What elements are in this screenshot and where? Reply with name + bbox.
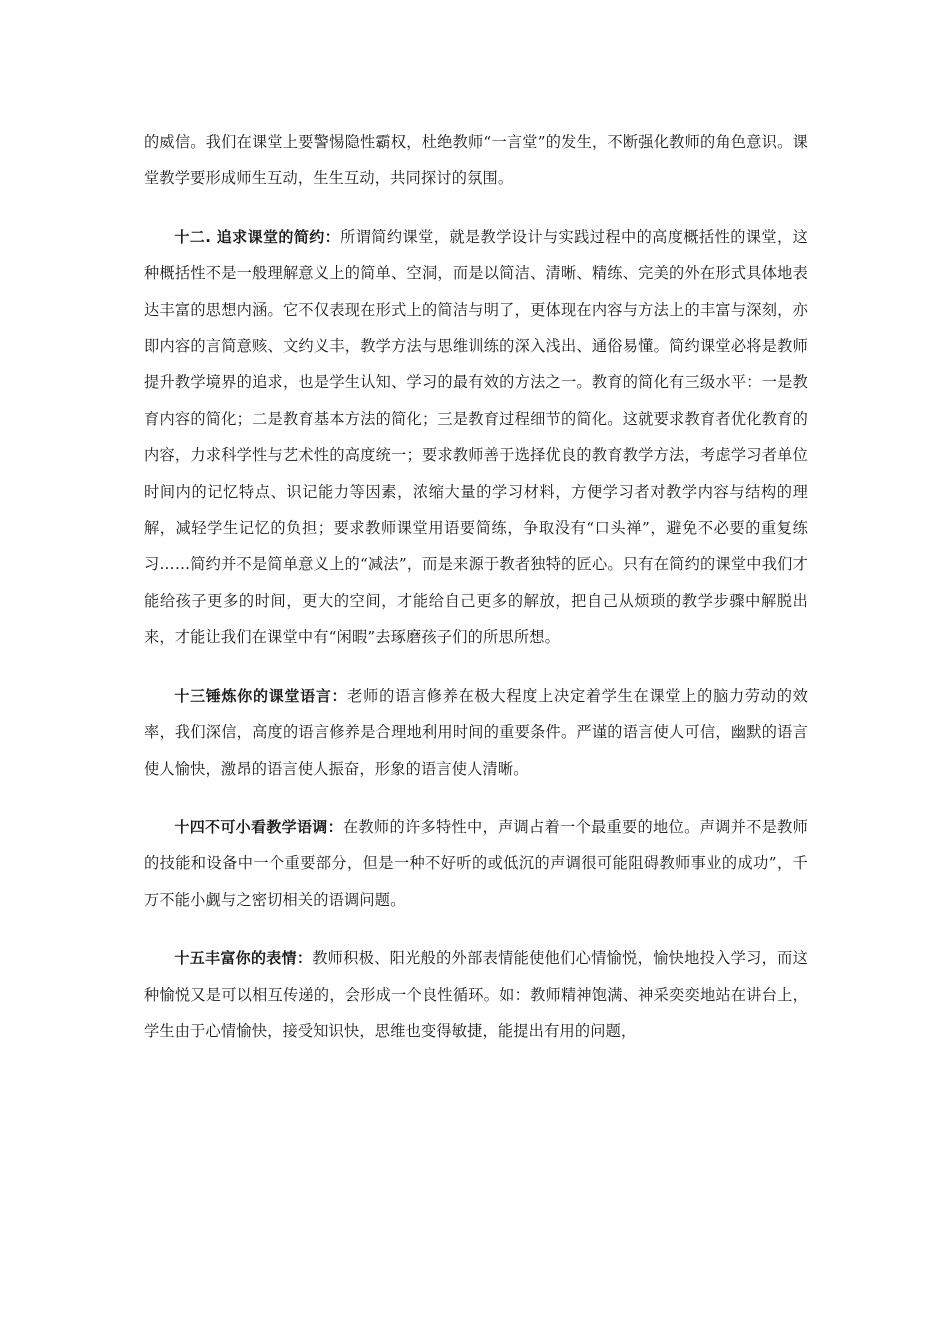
paragraph-body: 老师的语言修养在极大程度上决定着学生在课堂上的脑力劳动的效率，我们深信，高度的语言修养是合理地利用时间的重要条件。严谨的语言使人可信，幽默的语言使人愉快，激昂的语言使人振奋，形象的语言使人清晰。: [144, 686, 808, 778]
section-heading-15: 十五丰富你的表情：: [174, 949, 313, 968]
section-heading-12: 十二. 追求课堂的简约：: [174, 227, 341, 246]
paragraph-body: 教师积极、阳光般的外部表情能使他们心情愉悦，愉快地投入学习，而这种愉悦又是可以相互传递的，会形成一个良性循环。如：教师精神饱满、神采奕奕地站在讲台上，学生由于心情愉快，接受知识快，思维也变得敏捷，能提出有用的问题，: [144, 949, 808, 1040]
paragraph-body: 在教师的许多特性中，声调占着一个最重要的地位。声调并不是教师的技能和设备中一个重要部分，但是一种不好听的或低沉的声调很可能阻碍教师事业的成功”，千万不能小觑与之密切相关的语调问题。: [144, 817, 809, 909]
paragraph-body: 的威信。我们在课堂上要警惕隐性霸权，杜绝教师“一言堂”的发生，不断强化教师的角色意识。课堂教学要形成师生互动，生生互动，共同探讨的氛围。: [144, 133, 808, 188]
paragraph-expression: [144, 940, 808, 1049]
section-heading-13: 十三锤炼你的课堂语言：: [174, 686, 348, 705]
paragraph-simplicity: [144, 219, 808, 656]
paragraph-language: [144, 678, 808, 787]
section-heading-14: 十四不可小看教学语调：: [174, 817, 343, 836]
document-page: [144, 124, 808, 1071]
paragraph-body: 所谓简约课堂，就是教学设计与实践过程中的高度概括性的课堂，这种概括性不是一般理解意义上的简单、空洞，而是以简洁、清晰、精练、完美的外在形式具体地表达丰富的思想内涵。它不仅表现在形式上的简洁与明了，更体现在内容与方法上的丰富与深刻，亦即内容的言简意赅、文约义丰，教学方法与思维训练的深入浅出、通俗易懂。简约课堂必将是教师提升教学境界的追求，也是学生认知、学习的最有效的方法之一。教育的简化有三级水平：一是教育内容的简化；二是教育基本方法的简化；三是教育过程细节的简化。这就要求教育者优化教育的内容，力求科学性与艺术性的高度统一；要求教师善于选择优良的教育教学方法，考虑学习者单位时间内的记忆特点、识记能力等因素，浓缩大量的学习材料，方便学习者对教学内容与结构的理解，减轻学生记忆的负担；要求教师课堂用语要简练，争取没有“口头禅”，避免不必要的重复练习……简约并不是简单意义上的“减法”，而是来源于教者独特的匠心。只有在简约的课堂中我们才能给孩子更多的时间，更大的空间，才能给自己更多的解放，把自己从烦琐的教学步骤中解脱出来，才能让我们在课堂中有“闲暇”去琢磨孩子们的所思所想。: [144, 227, 808, 647]
paragraph-intonation: [144, 809, 808, 918]
paragraph-continued: [144, 124, 808, 197]
